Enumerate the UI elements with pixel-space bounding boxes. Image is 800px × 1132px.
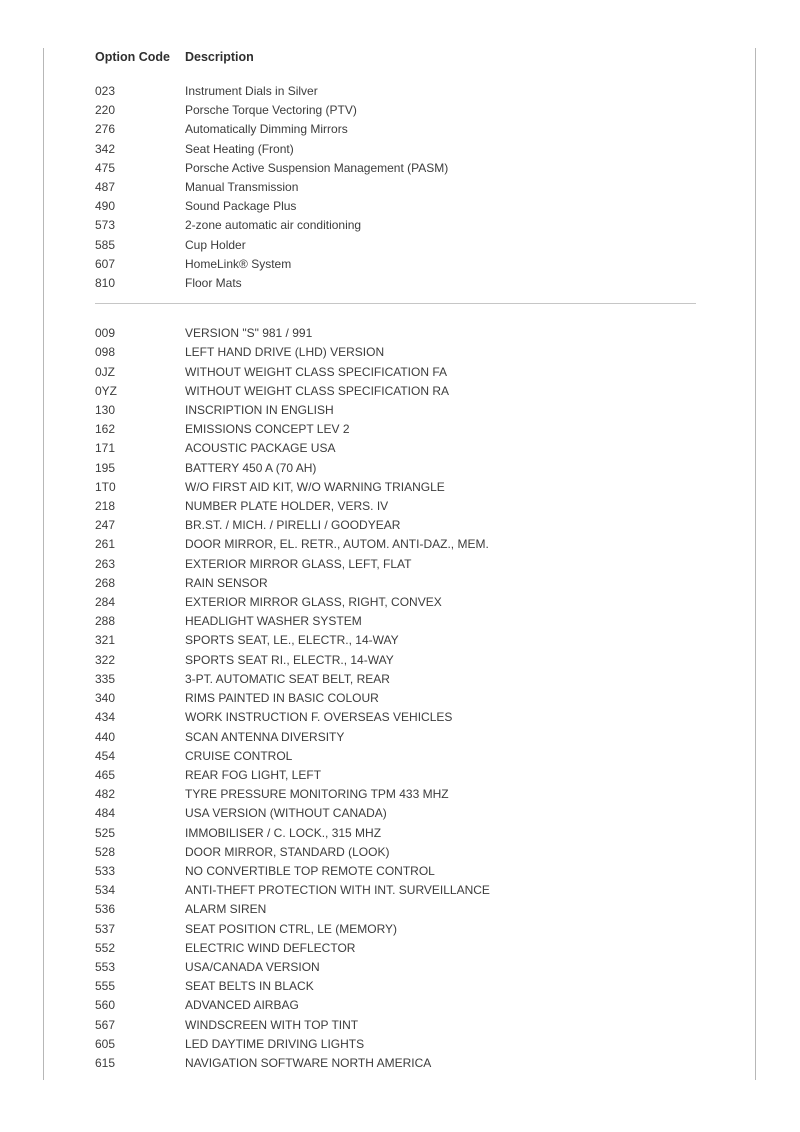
description-cell: Porsche Torque Vectoring (PTV): [185, 103, 357, 118]
option-code-cell: 440: [95, 729, 116, 744]
description-cell: ANTI-THEFT PROTECTION WITH INT. SURVEILLANCE: [185, 883, 490, 898]
table-row: [95, 843, 755, 862]
description-cell: SPORTS SEAT, LE., ELECTR., 14-WAY: [185, 633, 399, 648]
description-cell: NO CONVERTIBLE TOP REMOTE CONTROL: [185, 863, 435, 878]
table-row: [95, 785, 755, 804]
option-code-cell: 342: [95, 141, 116, 156]
option-code-table: [44, 48, 755, 1073]
table-row: [95, 824, 755, 843]
description-cell: Manual Transmission: [185, 180, 299, 195]
description-cell: SCAN ANTENNA DIVERSITY: [185, 729, 345, 744]
option-code-cell: 536: [95, 902, 116, 917]
table-row: [95, 804, 755, 823]
description-cell: Instrument Dials in Silver: [185, 84, 318, 98]
description-cell: NUMBER PLATE HOLDER, VERS. IV: [185, 499, 389, 514]
description-cell: ELECTRIC WIND DEFLECTOR: [185, 940, 356, 955]
option-code-cell: 220: [95, 103, 116, 118]
table-row: [95, 420, 755, 439]
table-row: [95, 593, 755, 612]
option-code-cell: 247: [95, 518, 116, 533]
table-row: [95, 1054, 755, 1073]
description-cell: EXTERIOR MIRROR GLASS, RIGHT, CONVEX: [185, 595, 442, 610]
option-code-cell: 553: [95, 959, 116, 974]
option-code-cell: 218: [95, 499, 116, 514]
table-row: [95, 689, 755, 708]
table-row: [95, 555, 755, 574]
table-row: [95, 159, 755, 178]
description-cell: EMISSIONS CONCEPT LEV 2: [185, 422, 350, 437]
option-code-cell: 605: [95, 1036, 116, 1051]
description-cell: SPORTS SEAT RI., ELECTR., 14-WAY: [185, 652, 394, 667]
table-row: [95, 478, 755, 497]
description-cell: REAR FOG LIGHT, LEFT: [185, 767, 322, 782]
option-code-cell: 340: [95, 691, 116, 706]
table-row: [95, 178, 755, 197]
description-cell: Porsche Active Suspension Management (PASM): [185, 160, 449, 175]
option-code-cell: 321: [95, 633, 116, 648]
description-cell: CRUISE CONTROL: [185, 748, 293, 763]
option-code-cell: 528: [95, 844, 116, 859]
table-row: [95, 708, 755, 727]
option-code-cell: 490: [95, 199, 116, 214]
table-row: [95, 535, 755, 554]
option-code-cell: 098: [95, 345, 116, 360]
option-code-cell: 261: [95, 537, 116, 552]
table-row: [95, 1016, 755, 1035]
table-row: [95, 324, 755, 343]
description-cell: VERSION "S" 981 / 991: [185, 326, 313, 341]
description-cell: ACOUSTIC PACKAGE USA: [185, 441, 336, 456]
description-cell: RIMS PAINTED IN BASIC COLOUR: [185, 691, 379, 706]
table-row: [95, 900, 755, 919]
option-code-cell: 487: [95, 180, 116, 195]
table-row: [95, 631, 755, 650]
option-code-cell: 615: [95, 1055, 116, 1070]
description-cell: HomeLink® System: [185, 256, 292, 271]
description-cell: Cup Holder: [185, 237, 246, 252]
table-row: [95, 728, 755, 747]
description-cell: W/O FIRST AID KIT, W/O WARNING TRIANGLE: [185, 479, 445, 494]
table-row: [95, 996, 755, 1015]
table-row: [95, 920, 755, 939]
option-code-cell: 484: [95, 806, 116, 821]
table-row: [95, 120, 755, 139]
description-cell: LEFT HAND DRIVE (LHD) VERSION: [185, 345, 385, 360]
option-code-cell: 009: [95, 326, 116, 341]
description-cell: ALARM SIREN: [185, 902, 267, 917]
table-row: [95, 939, 755, 958]
description-cell: Sound Package Plus: [185, 199, 297, 214]
option-code-cell: 1T0: [95, 479, 116, 494]
description-cell: Seat Heating (Front): [185, 141, 294, 156]
table-row: [95, 977, 755, 996]
option-code-cell: 585: [95, 237, 116, 252]
table-row: [95, 612, 755, 631]
option-code-cell: 263: [95, 556, 116, 571]
option-code-cell: 023: [95, 84, 116, 98]
table-row: [95, 670, 755, 689]
option-code-cell: 533: [95, 863, 116, 878]
option-code-cell: 0JZ: [95, 364, 116, 379]
column-header-description: Description: [185, 50, 254, 64]
description-cell: HEADLIGHT WASHER SYSTEM: [185, 614, 362, 629]
description-cell: USA/CANADA VERSION: [185, 959, 320, 974]
table-row: [95, 574, 755, 593]
description-cell: 2-zone automatic air conditioning: [185, 218, 362, 233]
option-code-cell: 130: [95, 403, 116, 418]
option-code-cell: 434: [95, 710, 116, 725]
table-row: [95, 516, 755, 535]
option-code-cell: 465: [95, 767, 116, 782]
option-code-cell: 534: [95, 883, 116, 898]
table-header: [95, 50, 755, 65]
table-row: [95, 197, 755, 216]
table-row: [95, 101, 755, 120]
table-row: [95, 747, 755, 766]
option-code-cell: 268: [95, 575, 116, 590]
option-code-cell: 284: [95, 595, 116, 610]
description-cell: WITHOUT WEIGHT CLASS SPECIFICATION RA: [185, 383, 450, 398]
option-code-cell: 482: [95, 787, 116, 802]
description-cell: RAIN SENSOR: [185, 575, 268, 590]
description-cell: LED DAYTIME DRIVING LIGHTS: [185, 1036, 365, 1051]
table-row: [95, 140, 755, 159]
description-cell: IMMOBILISER / C. LOCK., 315 MHZ: [185, 825, 382, 840]
table-row: [95, 216, 755, 235]
option-code-cell: 322: [95, 652, 116, 667]
table-row: [95, 82, 755, 101]
description-cell: DOOR MIRROR, STANDARD (LOOK): [185, 844, 390, 859]
table-row: [95, 401, 755, 420]
description-cell: 3-PT. AUTOMATIC SEAT BELT, REAR: [185, 671, 390, 686]
table-row: [95, 459, 755, 478]
description-cell: TYRE PRESSURE MONITORING TPM 433 MHZ: [185, 787, 449, 802]
column-header-option-code: Option Code: [95, 50, 170, 64]
description-cell: SEAT POSITION CTRL, LE (MEMORY): [185, 921, 398, 936]
option-code-cell: 573: [95, 218, 116, 233]
option-code-cell: 567: [95, 1017, 116, 1032]
option-section-factory-codes: [95, 324, 755, 1073]
option-code-cell: 475: [95, 160, 116, 175]
option-code-cell: 171: [95, 441, 116, 456]
description-cell: EXTERIOR MIRROR GLASS, LEFT, FLAT: [185, 556, 412, 571]
description-cell: WINDSCREEN WITH TOP TINT: [185, 1017, 359, 1032]
description-cell: BR.ST. / MICH. / PIRELLI / GOODYEAR: [185, 518, 401, 533]
description-cell: USA VERSION (WITHOUT CANADA): [185, 806, 387, 821]
description-cell: WORK INSTRUCTION F. OVERSEAS VEHICLES: [185, 710, 453, 725]
table-row: [95, 363, 755, 382]
option-code-cell: 555: [95, 979, 116, 994]
table-row: [95, 255, 755, 274]
table-row: [95, 343, 755, 362]
table-row: [95, 439, 755, 458]
option-code-cell: 552: [95, 940, 116, 955]
table-row: [95, 958, 755, 977]
option-code-cell: 276: [95, 122, 116, 137]
option-code-cell: 0YZ: [95, 383, 118, 398]
option-code-cell: 525: [95, 825, 116, 840]
table-row: [95, 651, 755, 670]
description-cell: INSCRIPTION IN ENGLISH: [185, 403, 334, 418]
option-code-cell: 810: [95, 276, 116, 291]
description-cell: BATTERY 450 A (70 AH): [185, 460, 317, 475]
table-row: [95, 497, 755, 516]
description-cell: SEAT BELTS IN BLACK: [185, 979, 314, 994]
table-row: [95, 1035, 755, 1054]
description-cell: ADVANCED AIRBAG: [185, 998, 299, 1013]
table-row: [95, 881, 755, 900]
table-row: [95, 382, 755, 401]
option-code-cell: 335: [95, 671, 116, 686]
option-code-cell: 288: [95, 614, 116, 629]
option-code-cell: 537: [95, 921, 116, 936]
table-row: [95, 274, 755, 293]
option-code-cell: 195: [95, 460, 116, 475]
description-cell: Automatically Dimming Mirrors: [185, 122, 348, 137]
option-code-cell: 560: [95, 998, 116, 1013]
section-divider: [95, 303, 696, 304]
option-code-cell: 162: [95, 422, 116, 437]
table-row: [95, 236, 755, 255]
document-page: [43, 48, 756, 1080]
table-row: [95, 862, 755, 881]
description-cell: NAVIGATION SOFTWARE NORTH AMERICA: [185, 1055, 432, 1070]
description-cell: DOOR MIRROR, EL. RETR., AUTOM. ANTI-DAZ., MEM.: [185, 537, 489, 552]
table-row: [95, 766, 755, 785]
option-section-standard: [95, 82, 755, 293]
option-code-cell: 607: [95, 256, 116, 271]
description-cell: Floor Mats: [185, 276, 242, 291]
option-code-cell: 454: [95, 748, 116, 763]
description-cell: WITHOUT WEIGHT CLASS SPECIFICATION FA: [185, 364, 448, 379]
